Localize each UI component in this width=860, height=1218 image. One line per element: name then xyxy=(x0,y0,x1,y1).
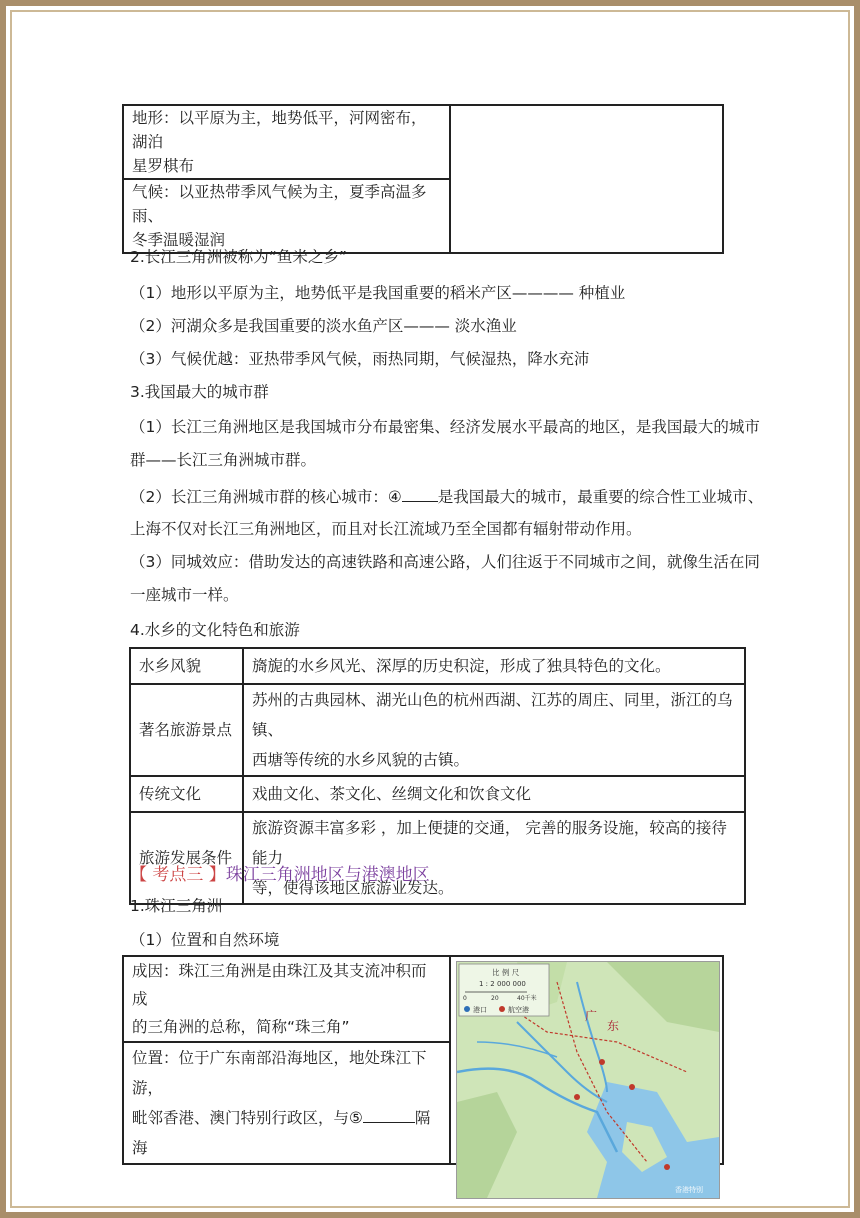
s2-point-2: （2）河湖众多是我国重要的淡水鱼产区——— 淡水渔业 xyxy=(130,317,517,335)
pearl-river-delta-map xyxy=(456,961,720,1199)
city-marker xyxy=(574,1094,580,1100)
map-label-guang: 广 xyxy=(585,1009,598,1023)
map-graphic xyxy=(457,962,719,1198)
cause-cell: 成因：珠江三角洲是由珠江及其支流冲积而成 的三角洲的总称，简称“珠三角” xyxy=(123,956,450,1042)
location-cell: 位置：位于广东南部沿海地区，地处珠江下游， 毗邻香港、澳门特别行政区，与⑤ 隔海 xyxy=(123,1042,450,1164)
fill-blank-5[interactable] xyxy=(363,1106,415,1123)
s3-point-2-line1: （2）长江三角洲城市群的核心城市：④ 是我国最大的城市，最重要的综合性工业城市、 xyxy=(130,485,763,508)
city-marker xyxy=(664,1164,670,1170)
section-3-heading: 3.我国最大的城市群 xyxy=(130,383,269,401)
section-2-heading: 2.长江三角洲被称为“鱼米之乡” xyxy=(130,248,347,266)
city-marker xyxy=(629,1084,635,1090)
empty-cell xyxy=(450,105,723,253)
row-value: 旅游资源丰富多彩 ，加上便捷的交通， 完善的服务设施，较高的接待能力 等，使得该地区旅游业发达。 xyxy=(243,812,745,904)
port-icon xyxy=(464,1006,470,1012)
kaodian-3-title: 【 考点三 】珠江三角洲地区与港澳地区 xyxy=(130,865,430,885)
legend-port: 港口 xyxy=(473,1006,487,1014)
row-key: 传统文化 xyxy=(130,776,243,812)
airport-icon xyxy=(499,1006,505,1012)
row-value: 苏州的古典园林、湖光山色的杭州西湖、江苏的周庄、同里，浙江的乌镇、 西塘等传统的水乡风貌的古镇。 xyxy=(243,684,745,776)
legend-airport: 航空港 xyxy=(508,1006,529,1014)
s5-subheading: （1）位置和自然环境 xyxy=(130,931,280,949)
scale-tick: 20 xyxy=(491,995,499,1002)
map-label-dong: 东 xyxy=(607,1019,620,1033)
climate-terrain-table xyxy=(122,104,724,254)
section-5-heading: 1.珠江三角洲 xyxy=(130,897,223,915)
s2-point-3: （3）气候优越：亚热带季风气候，雨热同期，气候湿热，降水充沛 xyxy=(130,350,590,368)
row-key: 著名旅游景点 xyxy=(130,684,243,776)
scale-title: 比 例 尺 xyxy=(492,968,520,977)
s3-point-1-line1: （1）长江三角洲地区是我国城市分布最密集、经济发展水平最高的地区，是我国最大的城市 xyxy=(130,418,760,436)
scale-tick: 40千米 xyxy=(517,995,537,1002)
map-label-hk: 香港特别 xyxy=(675,1186,703,1194)
section-4-heading: 4.水乡的文化特色和旅游 xyxy=(130,621,300,639)
s2-point-1: （1）地形以平原为主，地势低平是我国重要的稻米产区———— 种植业 xyxy=(130,284,626,302)
row-value: 戏曲文化、茶文化、丝绸文化和饮食文化 xyxy=(243,776,745,812)
scale-tick: 0 xyxy=(463,995,467,1002)
row-value: 旖旎的水乡风光、深厚的历史积淀，形成了独具特色的文化。 xyxy=(243,648,745,684)
s3-point-2-line2: 上海不仅对长江三角洲地区，而且对长江流域乃至全国都有辐射带动作用。 xyxy=(130,520,642,538)
fill-blank-4[interactable] xyxy=(402,485,438,502)
row-key: 水乡风貌 xyxy=(130,648,243,684)
s3-point-3-line1: （3）同城效应：借助发达的高速铁路和高速公路，人们往返于不同城市之间，就像生活在同 xyxy=(130,553,760,571)
scale-ratio: 1 : 2 000 000 xyxy=(479,980,526,988)
climate-cell: 气候：以亚热带季风气候为主，夏季高温多雨、 冬季温暖湿润 xyxy=(123,179,450,253)
row-key: 旅游发展条件 xyxy=(130,812,243,904)
city-marker xyxy=(599,1059,605,1065)
s3-point-3-line2: 一座城市一样。 xyxy=(130,586,239,604)
terrain-cell: 地形：以平原为主，地势低平，河网密布，湖泊 星罗棋布 xyxy=(123,105,450,179)
s3-point-1-line2: 群——长江三角洲城市群。 xyxy=(130,451,317,469)
